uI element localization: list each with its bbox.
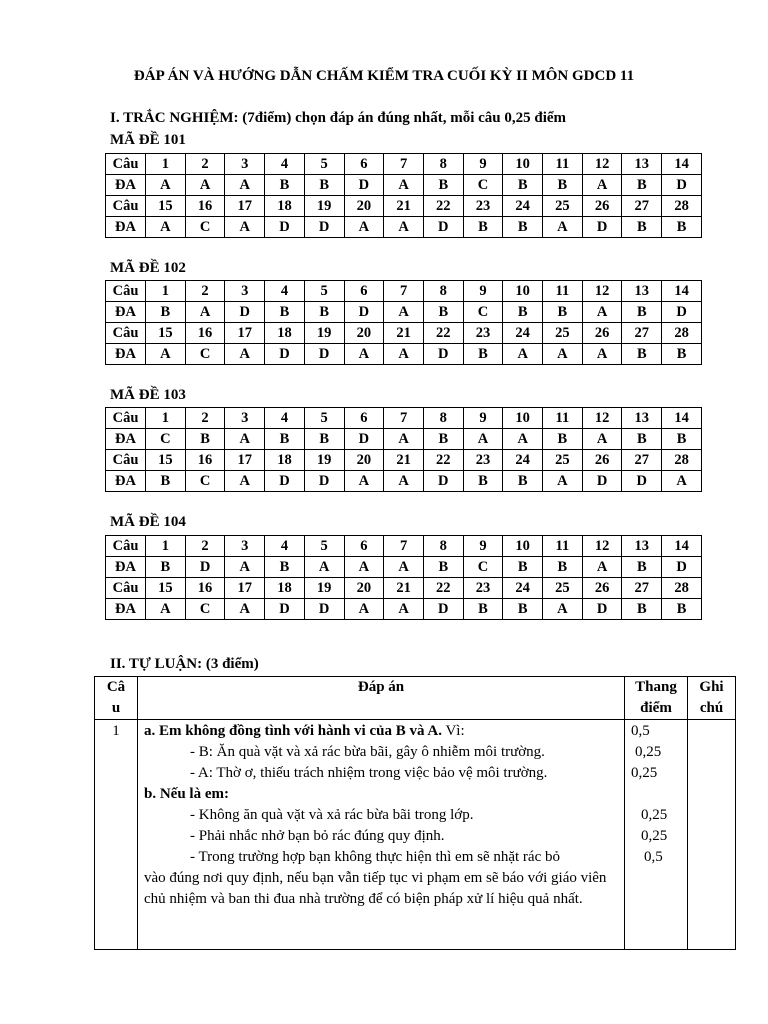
answer-cell: D [582,471,622,492]
row-label: Câu [106,196,146,217]
answer-cell: A [146,599,186,620]
points-column [625,720,688,950]
answer-cell: C [185,471,225,492]
point-b3: 0,5 [644,849,663,865]
question-number-cell: 15 [146,196,186,217]
question-number-cell: 16 [185,450,225,471]
question-number-cell: 5 [304,408,344,429]
question-number-cell: 21 [384,323,424,344]
question-number-cell: 13 [622,536,662,557]
answer-cell: A [225,344,265,365]
question-number-cell: 20 [344,323,384,344]
question-number-cell: 5 [304,154,344,175]
question-number-cell: 28 [662,578,702,599]
point-b1: 0,25 [641,807,668,823]
question-number-cell: 24 [503,450,543,471]
part-a-item-2: - A: Thờ ơ, thiếu trách nhiệm trong việc bảo vệ môi trường. [190,765,548,781]
question-number-cell: 4 [265,408,305,429]
answer-cell: D [423,471,463,492]
question-number-cell: 1 [146,408,186,429]
answer-cell: B [304,429,344,450]
answer-cell: D [662,175,702,196]
question-number-cell: 24 [503,196,543,217]
answer-cell: C [185,599,225,620]
row-label: ĐA [106,599,146,620]
question-number-cell: 4 [265,154,305,175]
answer-cell: D [265,599,305,620]
answer-content [138,720,625,950]
question-number-cell: 9 [463,536,503,557]
question-number-cell: 25 [543,323,583,344]
question-number-cell: 17 [225,323,265,344]
question-number-cell: 23 [463,196,503,217]
question-number-cell: 14 [662,536,702,557]
question-number-cell: 23 [463,450,503,471]
answer-row [106,175,702,196]
notes-cell [688,720,736,950]
essay-table [94,676,736,950]
question-row [106,154,702,175]
answer-cell: D [225,302,265,323]
question-number-cell: 18 [265,323,305,344]
code-title: MÃ ĐỀ 102 [110,260,186,276]
answer-cell: B [423,429,463,450]
code-title: MÃ ĐỀ 104 [110,514,186,530]
question-number-cell: 1 [146,536,186,557]
answer-cell: A [582,344,622,365]
answer-cell: A [543,217,583,238]
answer-cell: B [622,302,662,323]
answer-cell: C [463,175,503,196]
question-number-cell: 22 [423,578,463,599]
answer-cell: A [582,557,622,578]
header-dap-an: Đáp án [138,677,625,720]
answer-cell: C [185,344,225,365]
answer-cell: A [344,557,384,578]
part-b-item-2: - Phải nhắc nhở bạn bỏ rác đúng quy định. [190,828,445,844]
answer-cell: A [463,429,503,450]
answer-cell: B [265,302,305,323]
answer-cell: B [622,217,662,238]
point-spacer [625,784,687,805]
answer-cell: B [662,217,702,238]
question-number-cell: 25 [543,578,583,599]
essay-header-row [95,677,736,720]
point-b2: 0,25 [641,828,668,844]
answer-cell: B [463,471,503,492]
answer-cell: A [384,175,424,196]
question-number-cell: 26 [582,450,622,471]
row-label: Câu [106,536,146,557]
row-label: Câu [106,154,146,175]
answer-cell: A [582,429,622,450]
answer-cell: A [582,175,622,196]
answer-cell: A [384,429,424,450]
answer-cell: A [384,471,424,492]
question-number-cell: 17 [225,450,265,471]
question-number-cell: 28 [662,196,702,217]
question-number-cell: 15 [146,450,186,471]
question-number-cell: 12 [582,536,622,557]
answer-cell: A [384,344,424,365]
question-number-cell: 7 [384,281,424,302]
row-label: Câu [106,323,146,344]
question-number-cell: 16 [185,323,225,344]
part-a-line: a. Em không đồng tình với hành vi của B và A. Vì: [144,723,465,739]
question-number-cell: 18 [265,450,305,471]
answer-cell: B [543,557,583,578]
answer-cell: B [622,344,662,365]
question-row [106,196,702,217]
question-number-cell: 9 [463,408,503,429]
answer-cell: C [463,557,503,578]
answer-cell: D [423,217,463,238]
question-number-cell: 6 [344,154,384,175]
row-label: Câu [106,450,146,471]
question-number-cell: 28 [662,450,702,471]
question-row [106,408,702,429]
answer-cell: B [463,599,503,620]
question-number-cell: 5 [304,536,344,557]
question-row [106,323,702,344]
question-number-cell: 17 [225,578,265,599]
answer-cell: D [185,557,225,578]
question-number-cell: 2 [185,154,225,175]
point-a1: 0,25 [635,744,662,760]
answer-cell: A [384,557,424,578]
question-number-cell: 22 [423,323,463,344]
question-number-cell: 11 [543,408,583,429]
header-ghi-chu: Ghi chú [688,677,736,720]
answer-cell: A [225,217,265,238]
question-number-cell: 6 [344,281,384,302]
question-number-cell: 2 [185,536,225,557]
answer-cell: A [543,599,583,620]
question-number-cell: 3 [225,281,265,302]
question-number-cell: 19 [304,196,344,217]
answer-cell: C [463,302,503,323]
question-number-cell: 16 [185,196,225,217]
answer-cell: A [225,471,265,492]
question-number-cell: 7 [384,536,424,557]
row-label: ĐA [106,557,146,578]
question-number-cell: 21 [384,578,424,599]
answer-cell: B [423,302,463,323]
question-number-cell: 14 [662,154,702,175]
answer-cell: D [304,344,344,365]
question-number-cell: 7 [384,154,424,175]
question-number-cell: 23 [463,323,503,344]
answer-row [106,344,702,365]
question-number-cell: 8 [423,281,463,302]
question-number-cell: 11 [543,281,583,302]
question-number-cell: 13 [622,408,662,429]
answer-cell: B [304,175,344,196]
answer-cell: D [582,599,622,620]
row-label: Câu [106,578,146,599]
question-number-cell: 13 [622,281,662,302]
answer-cell: A [146,217,186,238]
question-number-cell: 25 [543,450,583,471]
answer-key-table [105,153,702,238]
answer-cell: B [265,175,305,196]
answer-cell: B [463,217,503,238]
question-number-cell: 11 [543,154,583,175]
answer-cell: B [503,302,543,323]
question-number-cell: 1 [146,154,186,175]
question-number-cell: 27 [622,578,662,599]
question-number-cell: 20 [344,578,384,599]
question-number-cell: 10 [503,154,543,175]
answer-cell: D [662,302,702,323]
answer-row [106,557,702,578]
answer-row [106,599,702,620]
answer-cell: B [662,344,702,365]
question-number-cell: 8 [423,408,463,429]
question-number-cell: 4 [265,281,305,302]
question-number-cell: 20 [344,450,384,471]
answer-cell: C [185,217,225,238]
row-label: ĐA [106,217,146,238]
answer-cell: A [185,175,225,196]
answer-cell: A [543,344,583,365]
question-number-cell: 8 [423,536,463,557]
answer-cell: D [344,302,384,323]
answer-cell: D [344,429,384,450]
header-cau: Câ u [95,677,138,720]
answer-cell: B [423,557,463,578]
answer-cell: B [622,429,662,450]
answer-cell: B [146,471,186,492]
answer-cell: B [543,429,583,450]
question-number-cell: 11 [543,536,583,557]
answer-cell: D [304,599,344,620]
answer-cell: A [225,599,265,620]
answer-cell: B [463,344,503,365]
row-label: ĐA [106,302,146,323]
question-number-cell: 12 [582,281,622,302]
answer-cell: A [384,217,424,238]
answer-key-table [105,535,702,620]
answer-cell: B [622,557,662,578]
question-number-cell: 26 [582,196,622,217]
question-number-cell: 5 [304,281,344,302]
question-number-cell: 19 [304,450,344,471]
answer-row [106,302,702,323]
question-number-cell: 19 [304,323,344,344]
answer-cell: D [622,471,662,492]
question-number-cell: 1 [146,281,186,302]
question-number-cell: 2 [185,408,225,429]
answer-cell: A [344,344,384,365]
answer-cell: A [304,557,344,578]
section-2-heading: II. TỰ LUẬN: (3 điểm) [110,656,259,672]
question-number-cell: 6 [344,408,384,429]
question-row [106,281,702,302]
essay-row-1 [95,720,736,950]
question-row [106,450,702,471]
question-number-cell: 7 [384,408,424,429]
part-b-item-1: - Không ăn quà vặt và xả rác bừa bãi trong lớp. [190,807,474,823]
question-number-cell: 18 [265,578,305,599]
question-number-cell: 2 [185,281,225,302]
answer-cell: A [344,599,384,620]
question-number-cell: 12 [582,408,622,429]
answer-cell: B [622,175,662,196]
answer-cell: B [503,175,543,196]
question-number-cell: 24 [503,323,543,344]
code-title: MÃ ĐỀ 101 [110,132,186,148]
question-number-cell: 27 [622,323,662,344]
answer-cell: B [503,217,543,238]
code-title: MÃ ĐỀ 103 [110,387,186,403]
point-a2: 0,25 [631,765,658,781]
question-number-cell: 28 [662,323,702,344]
question-number-cell: 9 [463,154,503,175]
answer-row [106,217,702,238]
point-a: 0,5 [631,723,650,739]
header-thang-diem: Thang điểm [625,677,688,720]
question-number-cell: 17 [225,196,265,217]
answer-cell: A [384,599,424,620]
answer-cell: A [503,344,543,365]
answer-cell: B [146,557,186,578]
question-number-cell: 3 [225,154,265,175]
answer-cell: A [662,471,702,492]
answer-cell: B [543,302,583,323]
answer-cell: D [265,471,305,492]
question-row [106,536,702,557]
document-title: ĐÁP ÁN VÀ HƯỚNG DẪN CHẤM KIỂM TRA CUỐI KỲ II MÔN GDCD 11 [133,68,635,84]
row-label: ĐA [106,429,146,450]
answer-cell: A [225,557,265,578]
answer-cell: C [146,429,186,450]
row-label: Câu [106,408,146,429]
answer-cell: B [543,175,583,196]
answer-row [106,471,702,492]
answer-cell: A [225,429,265,450]
answer-cell: B [662,599,702,620]
part-a-item-1: - B: Ăn quà vặt và xả rác bừa bãi, gây ô nhiễm môi trường. [190,744,545,760]
answer-cell: B [185,429,225,450]
answer-key-table [105,407,702,492]
question-number-cell: 19 [304,578,344,599]
question-number-cell: 16 [185,578,225,599]
question-number-cell: 10 [503,408,543,429]
question-number-cell: 21 [384,450,424,471]
answer-cell: D [423,599,463,620]
answer-cell: B [503,471,543,492]
question-number-cell: 18 [265,196,305,217]
part-b-item-3-continued: vào đúng nơi quy định, nếu bạn vẫn tiếp tục vi phạm em sẽ báo với giáo viên chủ nhiệm và ban thi đua nhà trường để có biện pháp xử lí hiệu quả nhất. [144,870,607,907]
question-number-cell: 15 [146,578,186,599]
part-b-heading: b. Nếu là em: [144,786,229,802]
answer-cell: A [344,471,384,492]
question-number-cell: 12 [582,154,622,175]
answer-cell: B [265,557,305,578]
question-number-cell: 3 [225,408,265,429]
section-1-heading: I. TRẮC NGHIỆM: (7điểm) chọn đáp án đúng nhất, mỗi câu 0,25 điểm [110,110,567,126]
answer-cell: D [265,217,305,238]
answer-cell: A [543,471,583,492]
answer-cell: A [185,302,225,323]
question-number-cell: 14 [662,281,702,302]
part-b-item-3: - Trong trường hợp bạn không thực hiện thì em sẽ nhặt rác bỏ [190,849,560,865]
answer-cell: B [622,599,662,620]
answer-cell: B [503,599,543,620]
question-number-cell: 22 [423,196,463,217]
answer-cell: A [344,217,384,238]
answer-cell: D [304,471,344,492]
answer-cell: A [503,429,543,450]
question-number-cell: 6 [344,536,384,557]
answer-cell: D [304,217,344,238]
question-number-cell: 27 [622,450,662,471]
question-number-cell: 8 [423,154,463,175]
answer-cell: A [146,175,186,196]
answer-cell: A [146,344,186,365]
question-number-cell: 25 [543,196,583,217]
answer-cell: D [265,344,305,365]
row-label: Câu [106,281,146,302]
answer-row [106,429,702,450]
row-label: ĐA [106,471,146,492]
question-number: 1 [95,720,138,950]
answer-cell: A [225,175,265,196]
answer-cell: A [384,302,424,323]
question-number-cell: 26 [582,323,622,344]
question-number-cell: 13 [622,154,662,175]
question-number-cell: 23 [463,578,503,599]
row-label: ĐA [106,344,146,365]
question-number-cell: 14 [662,408,702,429]
question-number-cell: 3 [225,536,265,557]
question-number-cell: 26 [582,578,622,599]
question-number-cell: 24 [503,578,543,599]
answer-cell: D [423,344,463,365]
question-number-cell: 4 [265,536,305,557]
question-number-cell: 22 [423,450,463,471]
answer-cell: B [662,429,702,450]
answer-key-table [105,280,702,365]
question-number-cell: 9 [463,281,503,302]
question-number-cell: 15 [146,323,186,344]
question-number-cell: 10 [503,536,543,557]
answer-cell: B [265,429,305,450]
answer-cell: B [304,302,344,323]
question-number-cell: 27 [622,196,662,217]
answer-cell: B [146,302,186,323]
answer-cell: A [582,302,622,323]
answer-cell: D [582,217,622,238]
answer-cell: D [344,175,384,196]
question-number-cell: 21 [384,196,424,217]
row-label: ĐA [106,175,146,196]
question-number-cell: 10 [503,281,543,302]
answer-cell: B [503,557,543,578]
question-number-cell: 20 [344,196,384,217]
question-row [106,578,702,599]
answer-cell: B [423,175,463,196]
answer-cell: D [662,557,702,578]
